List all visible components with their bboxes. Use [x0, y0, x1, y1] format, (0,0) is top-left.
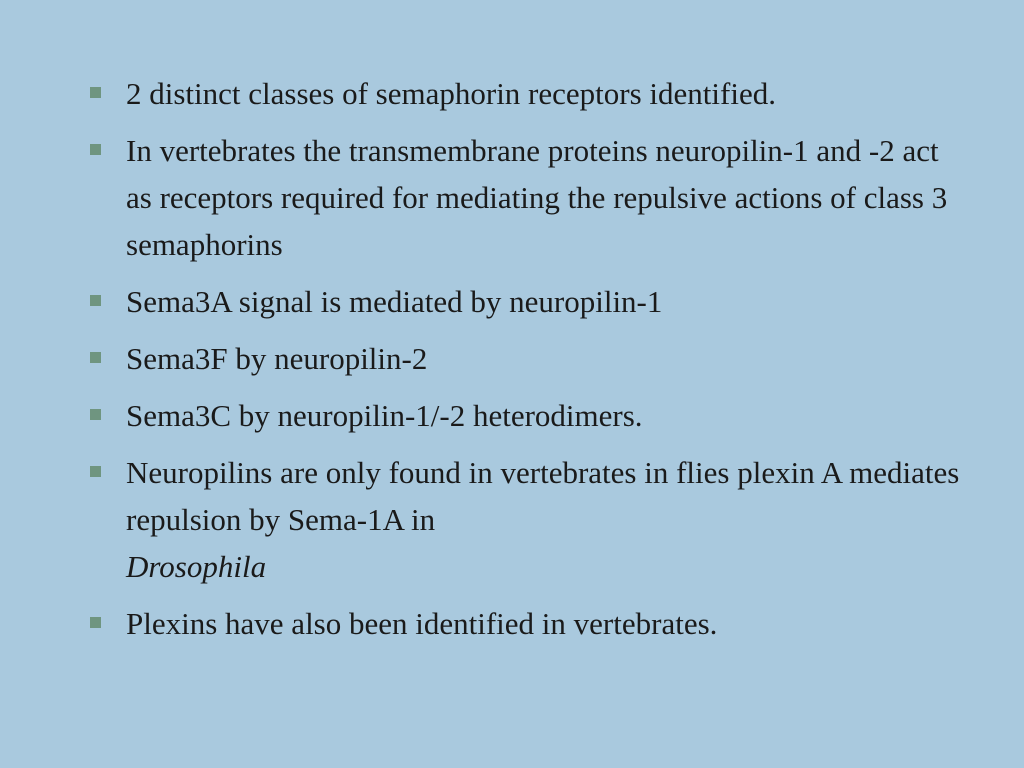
square-bullet-icon [90, 144, 101, 155]
bullet-item [88, 70, 968, 117]
square-bullet-icon [90, 87, 101, 98]
bullet-item [88, 278, 968, 325]
bullet-list [88, 70, 968, 657]
bullet-text [126, 455, 959, 584]
square-bullet-icon [90, 409, 101, 420]
bullet-text: Sema3A signal is mediated by neuropilin-1 [126, 284, 663, 319]
species-name: Drosophila [126, 549, 267, 584]
bullet-text: Plexins have also been identified in vertebrates. [126, 606, 718, 641]
square-bullet-icon [90, 466, 101, 477]
bullet-text-main: Neuropilins are only found in vertebrates in flies plexin A mediates repulsion by Sema-1A in [126, 455, 960, 537]
square-bullet-icon [90, 352, 101, 363]
bullet-text: In vertebrates the transmembrane proteins neuropilin-1 and -2 act as receptors required for mediating the repulsive actions of class 3 semaphorins [126, 133, 948, 262]
square-bullet-icon [90, 617, 101, 628]
square-bullet-icon [90, 295, 101, 306]
bullet-item [88, 127, 968, 268]
bullet-text: Sema3F by neuropilin-2 [126, 341, 428, 376]
bullet-item [88, 392, 968, 439]
bullet-item [88, 449, 968, 590]
bullet-item [88, 335, 968, 382]
bullet-text: Sema3C by neuropilin-1/-2 heterodimers. [126, 398, 643, 433]
bullet-item [88, 600, 968, 647]
bullet-text: 2 distinct classes of semaphorin receptors identified. [126, 76, 776, 111]
